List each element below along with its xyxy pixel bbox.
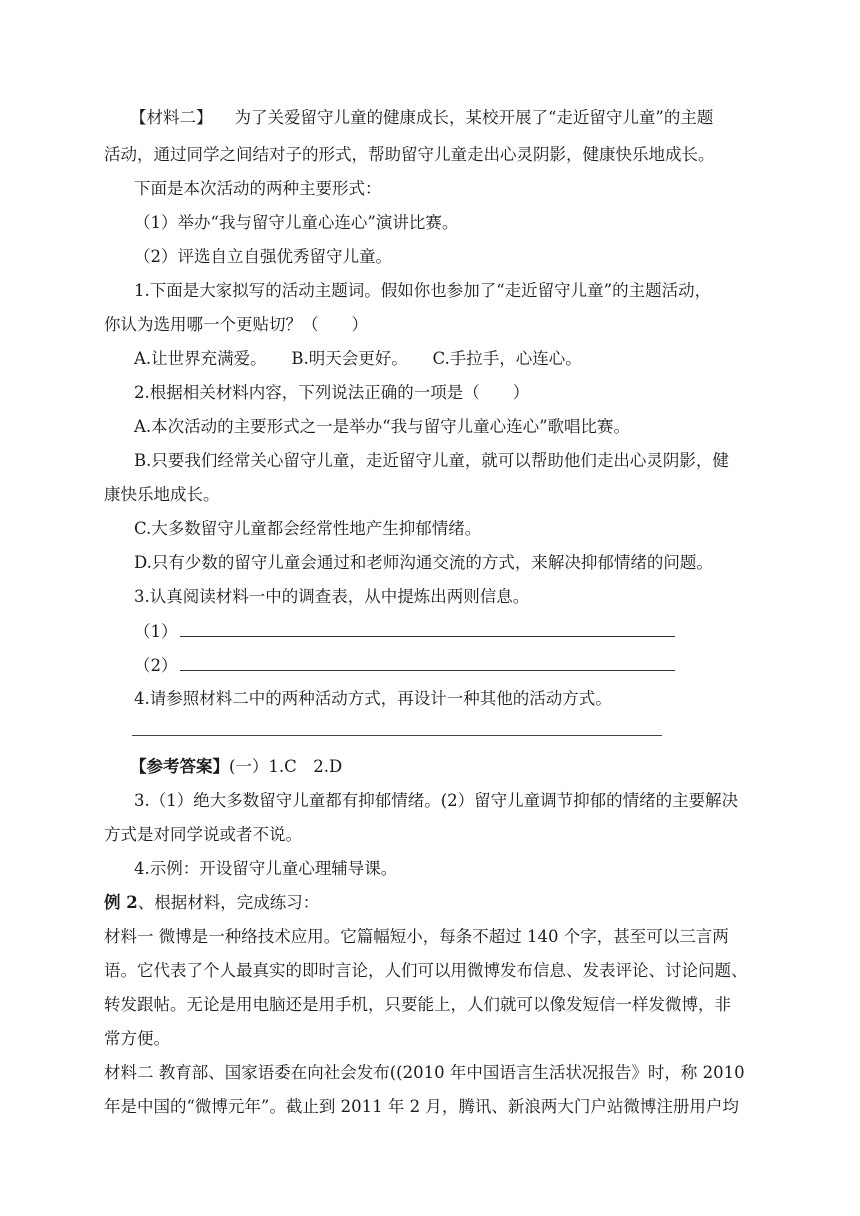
example2-instruction: 、根据材料，完成练习： bbox=[137, 893, 320, 912]
material2-intro-line1 bbox=[104, 107, 713, 129]
example2-material1-line3: 转发跟帖。无论是用电脑还是用手机，只要能上，人们就可以像发短信一样发微博，非 bbox=[104, 995, 731, 1014]
q3-blank-label-1: （1） bbox=[134, 622, 178, 641]
forms-intro: 下面是本次活动的两种主要形式： bbox=[134, 179, 382, 198]
answers-header: 【参考答案】 bbox=[130, 757, 229, 776]
q2-option-c: C.大多数留守儿童都会经常性地产生抑郁情绪。 bbox=[134, 519, 482, 538]
material2-intro-text: 为了关爱留守儿童的健康成长，某校开展了“走近留守儿童”的主题 bbox=[234, 108, 714, 127]
q4-stem: 4.请参照材料二中的两种活动方式，再设计一种其他的活动方式。 bbox=[134, 689, 612, 708]
q3-answer-blank-1[interactable] bbox=[180, 620, 675, 637]
form-item-2: （2）评选自立自强优秀留守儿童。 bbox=[134, 247, 392, 266]
answers-line1 bbox=[104, 756, 342, 778]
material2-header: 【材料二】 bbox=[130, 108, 213, 127]
example2-material1-line4: 常方便。 bbox=[104, 1029, 170, 1048]
form-item-1: （1）举办“我与留守儿童心连心”演讲比赛。 bbox=[134, 213, 459, 232]
q2-option-b-line1: B.只要我们经常关心留守儿童，走近留守儿童，就可以帮助他们走出心灵阴影，健 bbox=[134, 451, 729, 470]
q2-stem: 2.根据相关材料内容，下列说法正确的一项是（ ） bbox=[134, 383, 530, 402]
q3-answer-row-2 bbox=[134, 654, 675, 677]
q2-option-b-line2: 康快乐地成长。 bbox=[104, 485, 220, 504]
answers-q1-q2: (一）1.C 2.D bbox=[229, 757, 343, 776]
example2-label: 例 2 bbox=[104, 893, 138, 912]
example2-material1-line1: 材料一 微博是一种络技术应用。它篇幅短小，每条不超过 140 个字，甚至可以三言两 bbox=[104, 927, 729, 946]
q1-stem-line2: 你认为选用哪一个更贴切？（ ） bbox=[104, 315, 368, 334]
answers-line3: 方式是对同学说或者不说。 bbox=[104, 825, 302, 844]
example2-material2-line2: 年是中国的“微博元年”。截止到 2011 年 2 月，腾讯、新浪两大门户站微博注册用户均 bbox=[104, 1097, 739, 1116]
example2-heading bbox=[104, 892, 319, 914]
example2-material2-line1: 材料二 教育部、国家语委在向社会发布((2010 年中国语言生活状况报告》时，称 2010 bbox=[104, 1063, 745, 1082]
q3-blank-label-2: （2） bbox=[134, 656, 178, 675]
q1-stem-line1: 1.下面是大家拟写的活动主题词。假如你也参加了“走近留守儿童”的主题活动， bbox=[134, 281, 712, 300]
q3-stem: 3.认真阅读材料一中的调查表，从中提炼出两则信息。 bbox=[134, 587, 530, 606]
example2-material1-line2: 语。它代表了个人最真实的即时言论，人们可以用微博发布信息、发表评论、讨论问题、 bbox=[104, 961, 748, 980]
q4-answer-line[interactable] bbox=[132, 735, 662, 736]
answers-line2: 3.（1）绝大多数留守儿童都有抑郁情绪。(2）留守儿童调节抑郁的情绪的主要解决 bbox=[134, 791, 739, 810]
material2-intro-line2: 活动，通过同学之间结对子的形式，帮助留守儿童走出心灵阴影，健康快乐地成长。 bbox=[104, 145, 715, 164]
answers-line4: 4.示例：开设留守儿童心理辅导课。 bbox=[134, 859, 398, 878]
q1-options: A.让世界充满爱。 B.明天会更好。 C.手拉手，心连心。 bbox=[134, 349, 582, 368]
q2-option-a: A.本次活动的主要形式之一是举办“我与留守儿童心连心”歌唱比赛。 bbox=[134, 417, 631, 436]
q2-option-d: D.只有少数的留守儿童会通过和老师沟通交流的方式，来解决抑郁情绪的问题。 bbox=[134, 553, 713, 572]
q3-answer-row-1 bbox=[134, 620, 675, 643]
q3-answer-blank-2[interactable] bbox=[180, 654, 675, 671]
